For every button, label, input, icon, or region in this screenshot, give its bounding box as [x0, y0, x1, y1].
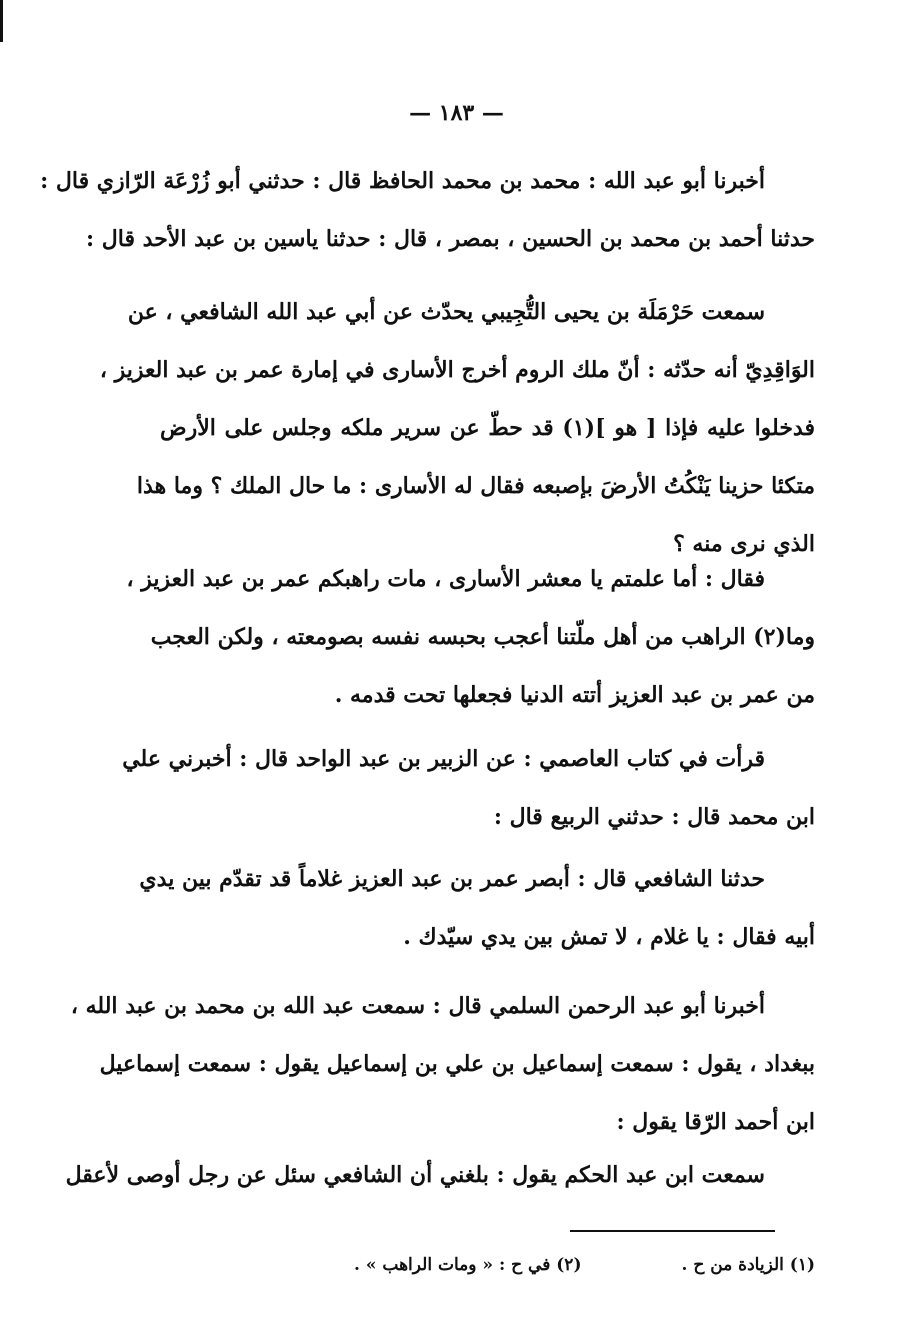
- text-line: أخبرنا أبو عبد الرحمن السلمي قال : سمعت عبد الله بن محمد بن عبد الله ،: [70, 993, 765, 1019]
- paragraph-7: [65, 1146, 815, 1204]
- text-line: أبيه فقال : يا غلام ، لا تمش بين يدي سيّدك .: [403, 924, 815, 950]
- paragraph-4: [122, 730, 815, 846]
- paragraph-6: [70, 977, 815, 1151]
- text-line: الوَاقِدِيّ أنه حدّثه : أنّ ملك الروم أخرج الأسارى في إمارة عمر بن عبد العزيز ،: [99, 357, 815, 383]
- text-line: أخبرنا أبو عبد الله : محمد بن محمد الحافظ قال : حدثني أبو زُرْعَة الرّازي قال :: [40, 168, 765, 194]
- text-line: ابن محمد قال : حدثني الربيع قال :: [493, 804, 815, 830]
- text-line: الذي نرى منه ؟: [673, 531, 815, 557]
- footnote-1: (١) الزيادة من ح .: [681, 1255, 815, 1275]
- text-line: متكئا حزينا يَنْكُتُ الأرضَ بإصبعه فقال له الأسارى : ما حال الملك ؟ وما هذا: [136, 473, 815, 499]
- paragraph-3: [126, 550, 815, 724]
- footnotes: [160, 1255, 815, 1275]
- text-line: سمعت حَرْمَلَة بن يحيى التُّجِيبي يحدّث عن أبي عبد الله الشافعي ، عن: [127, 299, 765, 325]
- paragraph-2: [99, 283, 815, 573]
- text-line: ببغداد ، يقول : سمعت إسماعيل بن علي بن إسماعيل يقول : سمعت إسماعيل: [99, 1051, 815, 1077]
- text-line: من عمر بن عبد العزيز أتته الدنيا فجعلها تحت قدمه .: [334, 682, 815, 708]
- text-line: وما(٢) الراهب من أهل ملّتنا أعجب بحبسه نفسه بصومعته ، ولكن العجب: [150, 624, 815, 650]
- paragraph-1: [40, 152, 815, 268]
- text-line: ابن أحمد الرّقا يقول :: [616, 1109, 815, 1135]
- footnote-2: (٢) في ح : « ومات الراهب » .: [354, 1255, 582, 1275]
- text-line: قرأت في كتاب العاصمي : عن الزبير بن عبد الواحد قال : أخبرني علي: [122, 746, 765, 772]
- text-line: حدثنا الشافعي قال : أبصر عمر بن عبد العزيز غلاماً قد تقدّم بين يدي: [139, 866, 765, 892]
- text-line: فقال : أما علمتم يا معشر الأسارى ، مات راهبكم عمر بن عبد العزيز ،: [126, 566, 765, 592]
- text-line: فدخلوا عليه فإذا [ هو ](١) قد حطّ عن سرير ملكه وجلس على الأرض: [160, 415, 815, 441]
- page-number: — ١٨٣ —: [409, 100, 504, 126]
- text-line: سمعت ابن عبد الحكم يقول : بلغني أن الشافعي سئل عن رجل أوصى لأعقل: [65, 1162, 765, 1188]
- scan-edge-mark: [0, 0, 3, 42]
- footnote-divider: [570, 1230, 775, 1232]
- text-line: حدثنا أحمد بن محمد بن الحسين ، بمصر ، قال : حدثنا ياسين بن عبد الأحد قال :: [86, 226, 815, 252]
- paragraph-5: [139, 850, 815, 966]
